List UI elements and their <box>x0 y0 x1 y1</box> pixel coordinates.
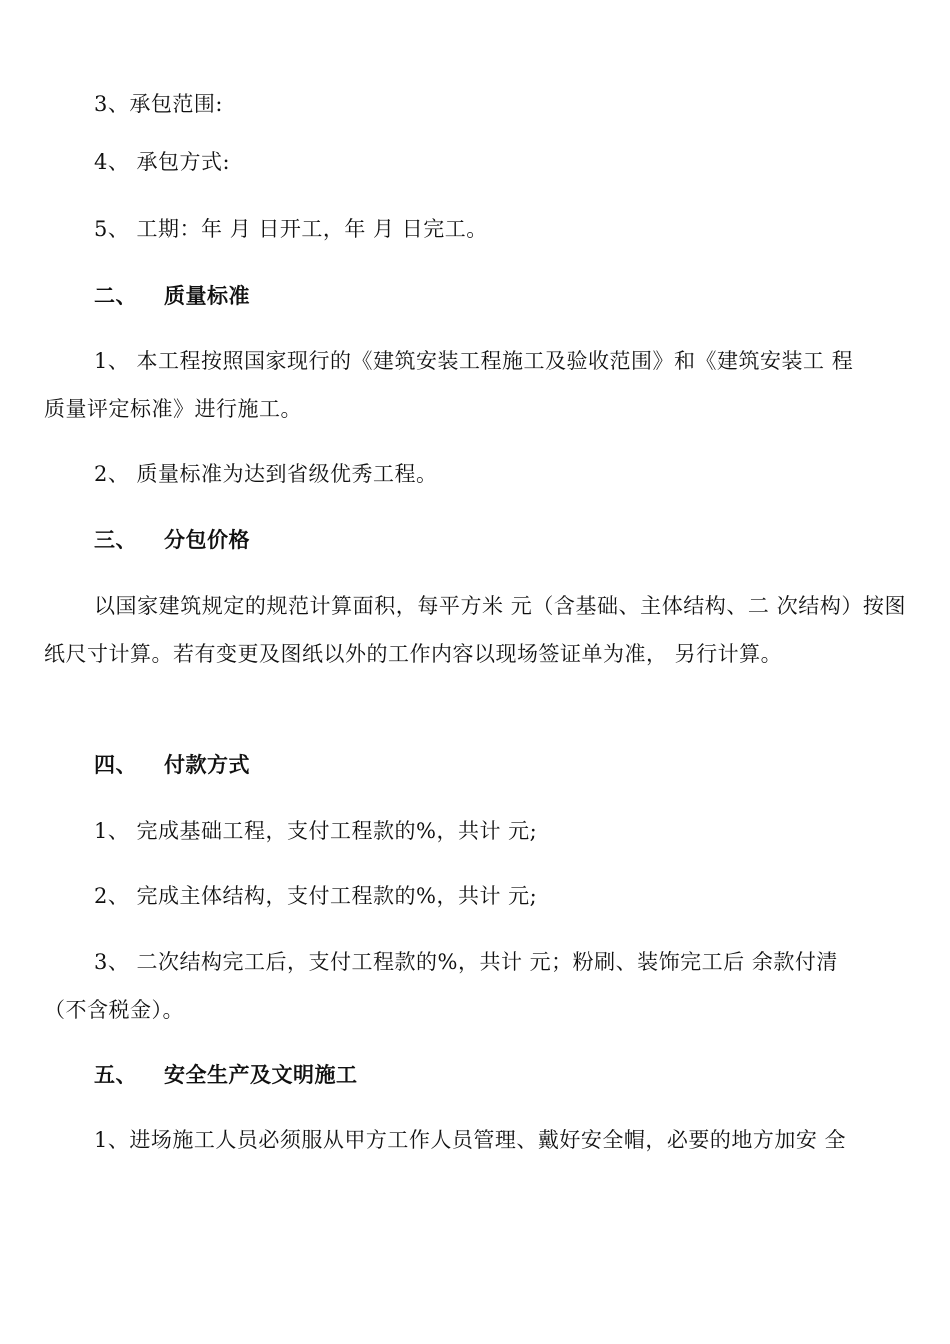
section-2-heading <box>94 282 250 310</box>
section-3-number: 三、 <box>94 528 137 552</box>
s4-paragraph-3-line-1: 3、 二次结构完工后，支付工程款的%，共计 元；粉刷、装饰完工后 余款付清 <box>94 950 838 974</box>
s3-paragraph-1: 以国家建筑规定的规范计算面积，每平方米 元（含基础、主体结构、二 次结构）按图纸尺寸计算。若有变更及图纸以外的工作内容以现场签证单为准， 另行计算。 <box>44 594 906 666</box>
section-5-title: 安全生产及文明施工 <box>164 1063 358 1087</box>
section-5-number: 五、 <box>94 1063 137 1087</box>
s4-paragraph-2: 2、 完成主体结构，支付工程款的%，共计 元; <box>94 884 538 908</box>
section-4-number: 四、 <box>94 753 137 777</box>
section-3-heading <box>94 526 250 554</box>
section-2-title: 质量标准 <box>164 284 250 308</box>
s2-paragraph-1-line-1: 1、 本工程按照国家现行的《建筑安装工程施工及验收范围》和《建筑安装工 程 <box>94 349 854 373</box>
s2-paragraph-2: 2、 质量标准为达到省级优秀工程。 <box>94 462 438 486</box>
section-4-heading <box>94 751 250 779</box>
s2-paragraph-1-line-2: 质量评定标准》进行施工。 <box>44 397 302 421</box>
section-4-title: 付款方式 <box>164 753 250 777</box>
item-5-period: 5、 工期：年 月 日开工，年 月 日完工。 <box>94 217 488 241</box>
s4-paragraph-3-line-2: （不含税金）。 <box>44 998 184 1022</box>
section-3-title: 分包价格 <box>164 528 250 552</box>
item-4-method: 4、 承包方式: <box>94 150 231 174</box>
section-5-heading <box>94 1061 358 1089</box>
s5-paragraph-1-line-1: 1、进场施工人员必须服从甲方工作人员管理、戴好安全帽，必要的地方加安 全 <box>94 1128 847 1152</box>
section-2-number: 二、 <box>94 284 137 308</box>
item-3-scope: 3、承包范围: <box>94 92 223 116</box>
s4-paragraph-1: 1、 完成基础工程，支付工程款的%，共计 元; <box>94 819 538 843</box>
